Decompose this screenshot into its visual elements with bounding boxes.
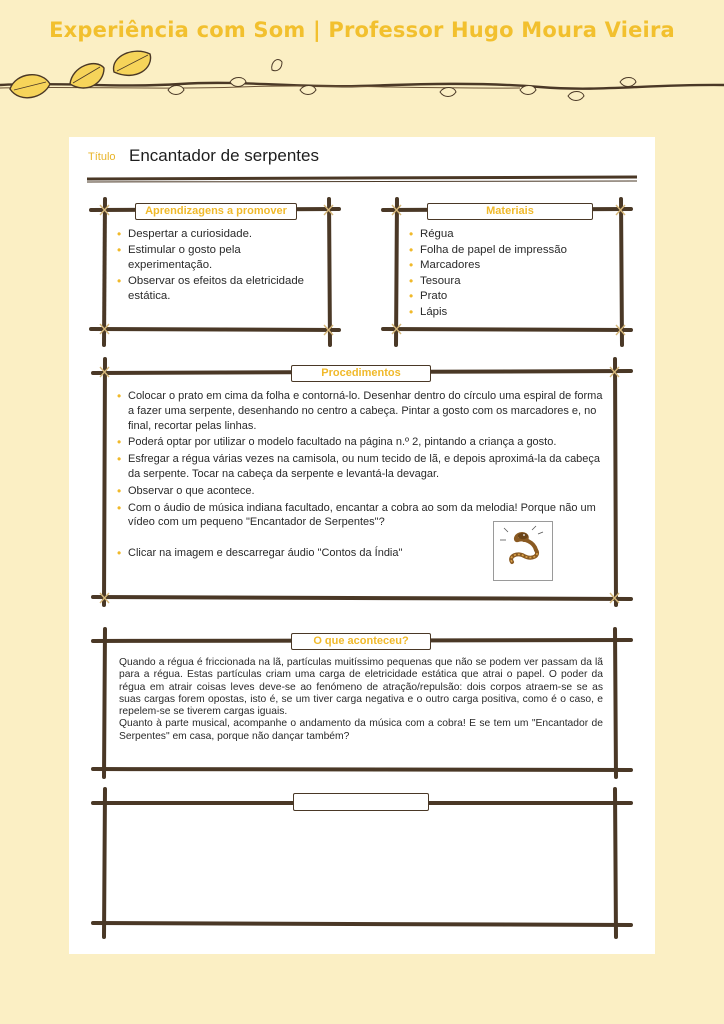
leaf-icon xyxy=(10,75,50,98)
list-item: • Observar o que acontece. xyxy=(117,484,605,499)
list-item: • Lápis xyxy=(409,305,619,321)
snake-charmer-icon xyxy=(494,522,552,580)
snake-image-link[interactable] xyxy=(493,521,553,581)
leaf-icon xyxy=(114,51,151,75)
notes-frame xyxy=(89,789,635,939)
list-item: • Marcadores xyxy=(409,258,619,274)
list-item: • Folha de papel de impressão xyxy=(409,243,619,259)
materials-list xyxy=(409,227,619,320)
title-label: Título xyxy=(88,151,116,163)
notes-label xyxy=(293,793,429,811)
list-item: • Clicar na imagem e descarregar áudio "Contos da Índia" xyxy=(117,546,458,561)
what-happened-frame xyxy=(89,629,635,779)
list-item: • Com o áudio de música indiana facultado, encantar a cobra ao som da melodia! Porque não um vídeo com um pequeno "Encantador de Serpentes"? xyxy=(117,501,605,531)
list-item: • Prato xyxy=(409,289,619,305)
what-happened-label: O que aconteceu? xyxy=(291,633,431,650)
procedures-label: Procedimentos xyxy=(291,365,431,382)
activity-card xyxy=(69,137,655,954)
list-item: • Poderá optar por utilizar o modelo facultado na página n.º 2, pintando a criança a gosto. xyxy=(117,435,605,450)
list-item: • Tesoura xyxy=(409,274,619,290)
learning-label: Aprendizagens a promover xyxy=(135,203,297,220)
list-item: • Despertar a curiosidade. xyxy=(117,227,317,243)
procedures-frame xyxy=(89,357,635,607)
paragraph: Quando a régua é friccionada na lã, partículas muitíssimo pequenas que não se podem ver passam da lã para a régua. Estas partículas criam uma carga de eletricidade estática que atrai o papel. O poder da régua em atrair coisas leves deve-se ao fenómeno de atração/repulsão: dois corpos atraem-se se as suas cargas forem opostas, isto é, se um tiver carga negativa e o outro carga positiva, como é o caso, e repelem-se se tiverem cargas iguais. xyxy=(119,657,603,718)
materials-frame xyxy=(379,197,635,347)
wooden-frame xyxy=(89,789,635,939)
learning-frame xyxy=(87,197,343,347)
explanation-text xyxy=(119,657,603,743)
list-item: • Régua xyxy=(409,227,619,243)
list-item: • Esfregar a régua várias vezes na camisola, ou num tecido de lã, e depois aproximá-la da cabeça da serpente. Tocar na cabeça da serpente e levantá-la devagar. xyxy=(117,452,605,482)
learning-list xyxy=(117,227,317,305)
list-item: • Estimular o gosto pela experimentação. xyxy=(117,243,317,274)
materials-label: Materiais xyxy=(427,203,593,220)
list-item: • Colocar o prato em cima da folha e contorná-lo. Desenhar dentro do círculo uma espiral de forma a fazer uma serpente, desenhando no centro a cabeça. Pintar a gosto com os marcadores e, no final, recortar pelas linhas. xyxy=(117,389,605,433)
page-header-title: Experiência com Som | Professor Hugo Moura Vieira xyxy=(49,18,675,42)
activity-title: Encantador de serpentes xyxy=(129,146,319,165)
list-item: • Observar os efeitos da eletricidade estática. xyxy=(117,274,317,305)
vine-decoration xyxy=(0,44,724,114)
paragraph: Quanto à parte musical, acompanhe o andamento da música com a cobra! E se tem um "Encantador de Serpentes" em casa, porque não dançar também? xyxy=(119,718,603,742)
